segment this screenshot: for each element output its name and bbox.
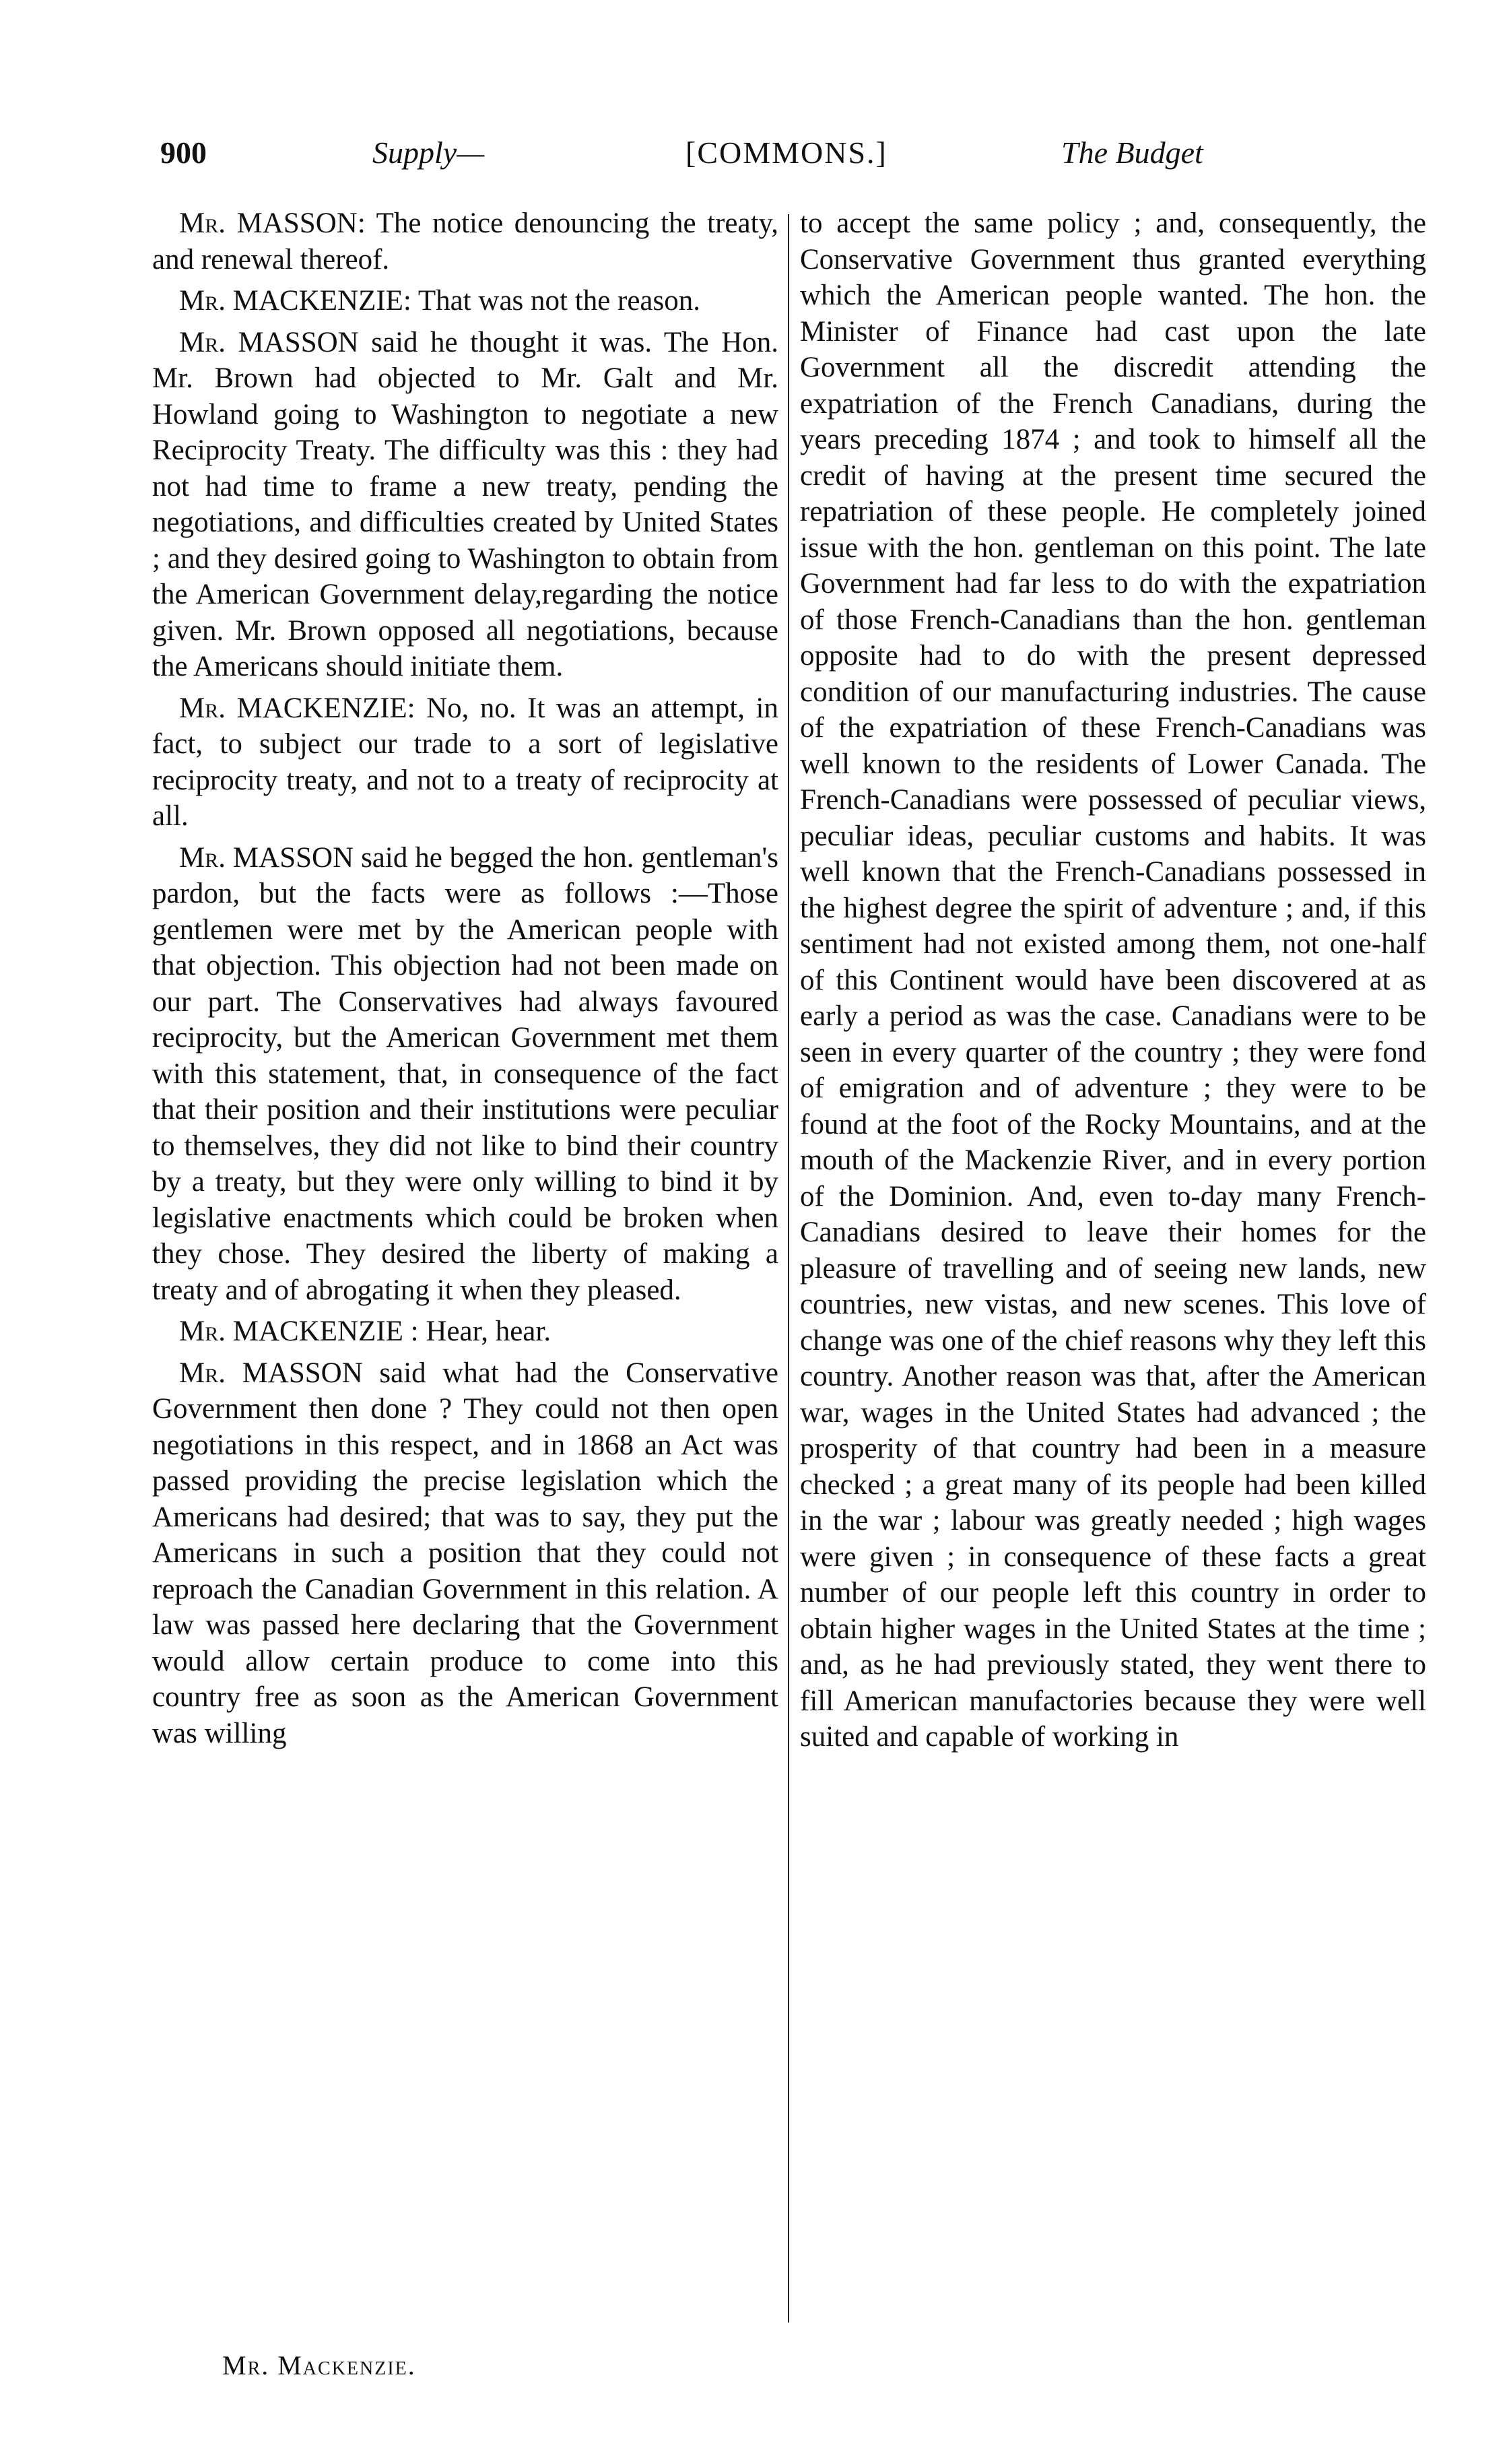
paragraph xyxy=(152,690,778,835)
speech-text: said he thought it was. The Hon. Mr. Brown had objected to Mr. Galt and Mr. Howland going to Washington to negotiate a new Reciprocity Treaty. The difficulty was this : they had not had time to frame a new treaty, pending the negotiations, and difficulties created by United States ; and they desired going to Washington to obtain from the American Government delay,regarding the notice given. Mr. Brown opposed all negotiations, because the Americans should initiate them. xyxy=(152,326,779,682)
speech-text: Hear, hear. xyxy=(426,1316,551,1347)
paragraph xyxy=(152,205,778,278)
continued-paragraph: to accept the same policy ; and, consequently, the Conservative Government thus granted everything which the American people wanted. The hon. the Minister of Finance had cast upon the late Government all the discredit attending the expatriation of the French Canadians, during the years preceding 1874 ; and took to himself all the credit of having at the present time secured the repatriation of these people. He completely joined issue with the hon. gentleman on this point. The late Government had far less to do with the expatriation of those French-Canadians than the hon. gentleman opposite had to do with the present depressed condition of our manufacturing industries. The cause of the expatriation of these French-Canadians was well known to the residents of Lower Canada. The French-Canadians were possessed of peculiar views, peculiar ideas, peculiar customs and habits. It was well known that the French-Canadians possessed in the highest degree the spirit of adventure ; and, if this sentiment had not existed among them, not one-half of this Continent would have been discovered at as early a period as was the case. Canadians were to be seen in every quarter of the country ; they were fond of emigration and of adventure ; they were to be found at the foot of the Rocky Mountains, and at the mouth of the Mackenzie River, and in every portion of the Dominion. And, even to-day many French-Canadians desired to leave their homes for the pleasure of travelling and of seeing new lands, new countries, new vistas, and new scenes. This love of change was one of the chief reasons why they left this country. Another reason was that, after the American war, wages in the United States had advanced ; the prosperity of that country had been in a measure checked ; a great many of its people had been killed in the war ; labour was greatly needed ; high wages were given ; in consequence of these facts a great number of our people left this country in order to obtain higher wages in the United States at the time ; and, as he had previously stated, they went there to fill American manufactories because they were well suited and capable of working in xyxy=(800,207,1426,1753)
left-column xyxy=(152,205,778,1757)
speech-text: That was not the reason. xyxy=(417,285,700,317)
paragraph xyxy=(152,1314,778,1350)
paragraph xyxy=(152,840,778,1309)
catchword-footer: Mr. Mackenzie. xyxy=(222,2350,416,2380)
speech-text: No, no. It was an attempt, in fact, to subject our trade to a sort of legislative reciprocity treaty, and not to a treaty of reciprocity at all. xyxy=(152,692,778,832)
page-number: 900 xyxy=(160,135,207,170)
paragraph xyxy=(152,283,778,319)
right-column xyxy=(800,205,1426,1761)
speaker-name: Mr. MASSON: xyxy=(179,207,366,239)
running-title-center: [COMMONS.] xyxy=(685,135,888,170)
speaker-name: Mr. MACKENZIE : xyxy=(179,1316,419,1347)
paragraph xyxy=(152,1355,778,1752)
running-title-right: The Budget xyxy=(1061,135,1203,170)
page-header xyxy=(160,135,1271,182)
speech-text: said he begged the hon. gentleman's pardon, but the facts were as follows :—Those gentlemen were met by the American people with that objection. This objection had not been made on our part. The Conservatives had always favoured reciprocity, but the American Government met them with this statement, that, in consequence of the fact that their position and their institutions were peculiar to themselves, they did not like to bind their country by a treaty, but they were only willing to bind it by legislative enactments which could be broken when they chose. They desired the liberty of making a treaty and of abrogating it when they pleased. xyxy=(152,841,779,1306)
speaker-name: Mr. MASSON xyxy=(179,326,359,358)
speaker-name: Mr. MACKENZIE: xyxy=(179,285,411,317)
speech-text: The notice denouncing the treaty, and renewal thereof. xyxy=(152,207,778,275)
column-divider xyxy=(788,214,789,2323)
speaker-name: Mr. MASSON xyxy=(179,1357,363,1389)
speech-text: said what had the Conservative Government then done ? They could not then open negotiations in this respect, and in 1868 an Act was passed providing the precise legislation which the Americans had desired; that was to say, they put the Americans in such a position that they could not reproach the Canadian Government in this relation. A law was passed here declaring that the Government would allow certain produce to come into this country free as soon as the American Government was willing xyxy=(152,1357,779,1749)
speaker-name: Mr. MASSON xyxy=(179,841,354,874)
paragraph xyxy=(152,325,778,685)
running-title-left: Supply— xyxy=(372,135,485,170)
speaker-name: Mr. MACKENZIE: xyxy=(179,692,415,724)
